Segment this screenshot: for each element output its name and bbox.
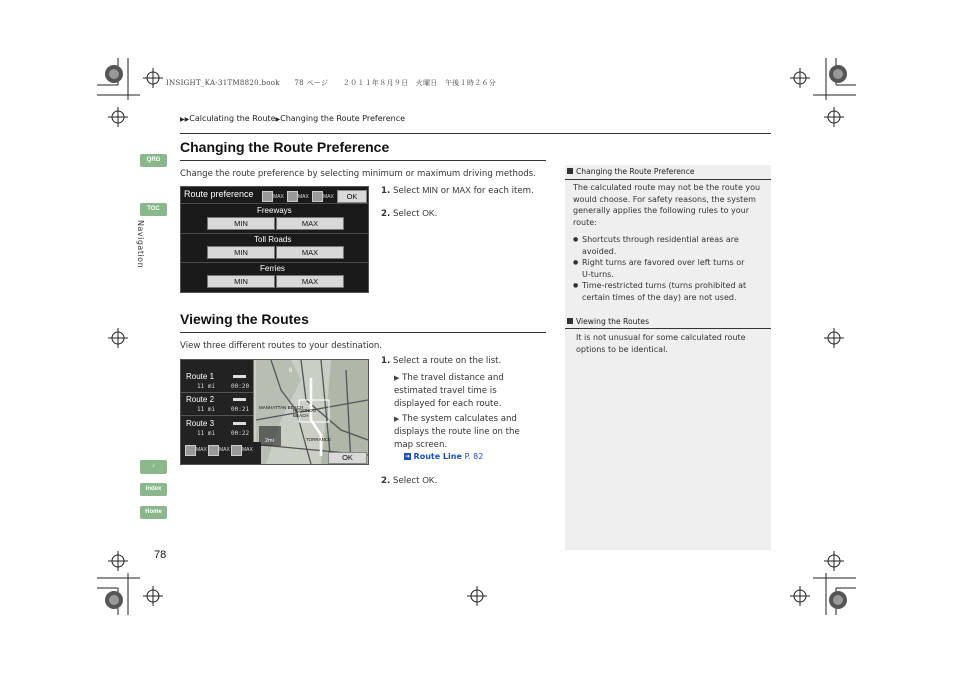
note2-rule [565, 328, 771, 329]
toll-mini-icon [208, 445, 219, 456]
map-scale: 2mi [265, 438, 274, 444]
route-1-name[interactable]: Route 1 [186, 372, 215, 381]
mini-label: MAX [298, 194, 309, 200]
note-marker-icon [567, 318, 573, 324]
section2-title: Viewing the Routes [180, 311, 309, 327]
step-number: 1. [381, 356, 391, 366]
step-text: Select [392, 209, 423, 219]
tab-toc[interactable]: TOC [140, 203, 167, 216]
map-label-manhattan: MANHATTAN BEACH [259, 405, 304, 410]
note-title-text: Changing the Route Preference [576, 167, 695, 176]
section2-rule [180, 332, 546, 333]
tab-index[interactable]: Index [140, 483, 167, 496]
route-3-distance: 11 mi [197, 430, 216, 437]
page-number: 78 [154, 549, 167, 561]
step-text: . [434, 476, 438, 486]
sub-arrow-icon: ▶ [394, 415, 400, 423]
step-text: or [438, 186, 453, 196]
tab-home[interactable]: Home [140, 506, 167, 519]
ferries-label: Ferries [260, 264, 285, 273]
header-rule [180, 133, 771, 134]
ok-keyword: OK [422, 208, 435, 218]
route-3-name[interactable]: Route 3 [186, 419, 215, 428]
step-text: Select [392, 186, 423, 196]
route-2-time: 00:21 [231, 406, 250, 413]
route-line-link[interactable] [404, 452, 483, 461]
section2-sub1 [394, 372, 534, 410]
tab-navigation-label: Navigation [136, 220, 145, 269]
section1-step2 [381, 207, 546, 221]
mini-label: MAX [196, 447, 207, 453]
screen-divider [181, 233, 368, 234]
link-arrow-icon: ➜ [404, 453, 411, 460]
breadcrumb-item-calculating[interactable]: Calculating the Route [189, 114, 276, 123]
screen-title: Route preference [184, 189, 254, 199]
route-2-distance: 11 mi [197, 406, 216, 413]
screen-divider [181, 203, 368, 204]
toll-roads-min-button[interactable]: MIN [207, 246, 275, 259]
route-1-color-swatch [233, 375, 246, 378]
screen-divider [181, 262, 368, 263]
route-1-distance: 11 mi [197, 383, 216, 390]
ferry-mini-icon [231, 445, 242, 456]
freeway-mini-icon [185, 445, 196, 456]
note2-text: It is not unusual for some calculated route options to be identical. [576, 333, 746, 354]
route-preference-screen [180, 186, 369, 293]
tab-voice[interactable] [140, 460, 167, 474]
route-2-color-swatch [233, 398, 246, 401]
sub-arrow-icon: ▶ [394, 374, 400, 382]
note1-bullet: ● Time-restricted turns (turns prohibited at certain times of the day) are not used. [573, 280, 754, 303]
step-number: 2. [381, 209, 391, 219]
section1-step1 [381, 184, 546, 198]
toll-mini-icon [287, 191, 298, 202]
step-text: . [434, 209, 438, 219]
mini-label: MAX [273, 194, 284, 200]
link-page: P. 82 [464, 452, 484, 461]
note1-rule [565, 179, 771, 180]
map-label-torrance: TORRANCE [306, 437, 332, 442]
toll-roads-label: Toll Roads [254, 235, 292, 244]
route-list-screen [180, 359, 369, 465]
section2-step2 [381, 474, 546, 488]
mini-label: MAX [219, 447, 230, 453]
note2-title [567, 317, 649, 326]
breadcrumb-separator-icon: ▶ [275, 116, 281, 123]
ferry-mini-icon [312, 191, 323, 202]
tab-qrg[interactable]: QRG [140, 154, 167, 167]
map-label-redondo: REDONDO BEACH [293, 408, 317, 418]
ok-button[interactable]: OK [328, 452, 367, 464]
note-marker-icon [567, 168, 573, 174]
voice-icon: ♪ [152, 463, 155, 469]
ok-keyword: OK [422, 475, 435, 485]
ok-button[interactable]: OK [337, 190, 367, 203]
route-divider [181, 415, 253, 416]
route-1-time: 00:20 [231, 383, 250, 390]
section2-step1 [381, 355, 546, 368]
note1-bullet: ● Right turns are favored over left turns or U-turns. [573, 257, 754, 280]
toll-roads-max-button[interactable]: MAX [276, 246, 344, 259]
freeways-min-button[interactable]: MIN [207, 217, 275, 230]
print-header: INSIGHT_KA-31TM8820.book 78 ページ ２０１１年８月９日 火曜日 午後１時２６分 [166, 79, 497, 87]
route-2-name[interactable]: Route 2 [186, 395, 215, 404]
note-title-text: Viewing the Routes [576, 317, 650, 326]
step-text: Select a route on the list. [392, 356, 502, 366]
route-3-color-swatch [233, 422, 246, 425]
step-text: Select [392, 476, 423, 486]
section2-intro: View three different routes to your destination. [180, 341, 383, 351]
breadcrumb [180, 114, 405, 123]
mini-label: MAX [323, 194, 334, 200]
max-keyword: MAX [452, 185, 471, 195]
ferries-max-button[interactable]: MAX [276, 275, 344, 288]
ferries-min-button[interactable]: MIN [207, 275, 275, 288]
freeway-mini-icon [262, 191, 273, 202]
note1-text: The calculated route may not be the route you would choose. For safety reasons, the system generally applies the following rules to your route: [573, 183, 761, 227]
section2-sub2 [394, 413, 534, 451]
breadcrumb-item-current[interactable]: Changing the Route Preference [280, 114, 406, 123]
freeways-label: Freeways [257, 206, 292, 215]
mini-label: MAX [242, 447, 253, 453]
step-number: 1. [381, 186, 391, 196]
route-divider [181, 392, 253, 393]
note1-title [567, 167, 695, 176]
note1-bullet: ● Shortcuts through residential areas are avoided. [573, 234, 754, 257]
route-3-time: 00:22 [231, 430, 250, 437]
step-text: for each item. [470, 186, 534, 196]
min-keyword: MIN [422, 185, 438, 195]
sub-text: The travel distance and estimated travel time is displayed for each route. [394, 373, 504, 409]
link-label: Route Line [413, 452, 462, 461]
freeways-max-button[interactable]: MAX [276, 217, 344, 230]
section1-rule [180, 160, 546, 161]
sub-text: The system calculates and displays the route line on the map screen. [394, 414, 520, 450]
step-number: 2. [381, 476, 391, 486]
section1-intro: Change the route preference by selecting minimum or maximum driving methods. [180, 169, 536, 179]
map-label-route-number: 6 [289, 368, 293, 374]
section1-title: Changing the Route Preference [180, 139, 390, 155]
breadcrumb-arrows-icon: ▶▶ [180, 116, 190, 123]
